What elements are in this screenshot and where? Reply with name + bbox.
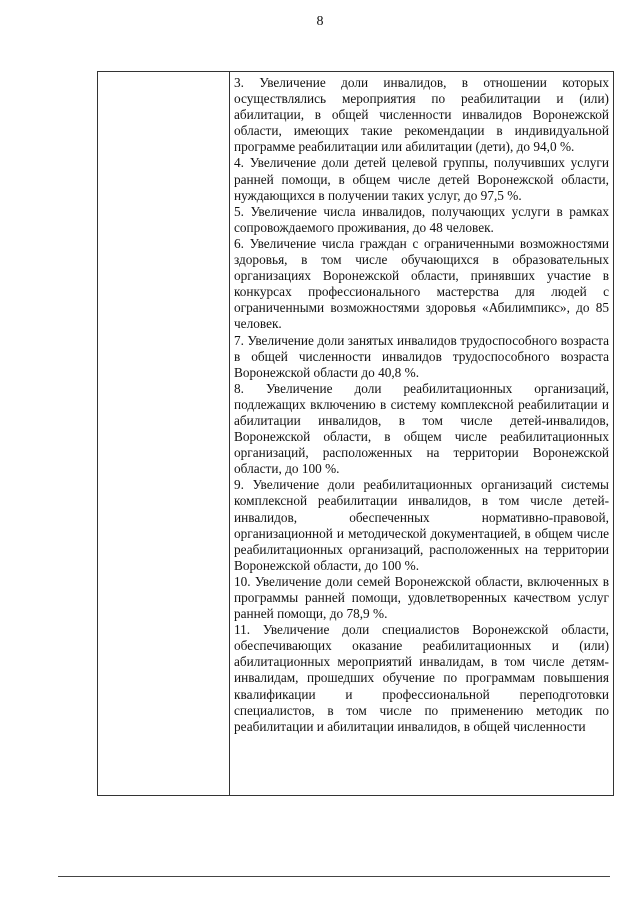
list-item: 3. Увеличение доли инвалидов, в отношении которых осуществлялись мероприятия по реабилитации и (или) абилитации, в общей численности инвалидов Воронежской области, имеющих такие рекомендации в индивидуальной программе реабилитации или абилитации (дети), до 94,0 %. <box>234 75 609 155</box>
page-number: 8 <box>316 14 324 29</box>
list-item: 11. Увеличение доли специалистов Воронежской области, обеспечивающих оказание реабилитационных и (или) абилитационных мероприятий инвалидам, в том числе детям-инвалидам, прошедших обучение по программам повышения квалификации и профессиональной переподготовки специалистов, в том числе по применению методик по реабилитации и абилитации инвалидов, в общей численности <box>234 622 609 734</box>
table-left-column <box>98 72 230 795</box>
list-item: 6. Увеличение числа граждан с ограниченными возможностями здоровья, в том числе обучающихся в образовательных организациях Воронежской области, принявших участие в конкурсах профессионального мастерства для людей с ограниченными возможностями здоровья «Абилимпикс», до 85 человек. <box>234 235 609 332</box>
list-item: 10. Увеличение доли семей Воронежской области, включенных в программы ранней помощи, удовлетворенных качеством услуг ранней помощи, до 78,9 %. <box>234 573 609 622</box>
list-item: 4. Увеличение доли детей целевой группы, получивших услуги ранней помощи, в общем числе детей Воронежской области, нуждающихся в получении таких услуг, до 97,5 %. <box>234 155 609 203</box>
document-table <box>97 71 614 796</box>
list-item: 8. Увеличение доли реабилитационных организаций, подлежащих включению в систему комплексной реабилитации и абилитации инвалидов, в том числе детей-инвалидов, Воронежской области, в общем числе реабилитационных организаций, расположенных на территории Воронежской области, до 100 %. <box>234 380 609 477</box>
table-right-column <box>230 72 613 795</box>
list-item: 9. Увеличение доли реабилитационных организаций системы комплексной реабилитации инвалидов, в том числе детей-инвалидов, обеспеченных нормативно-правовой, организационной и методической документацией, в общем числе реабилитационных организаций, расположенных на территории Воронежской области, до 100 %. <box>234 477 609 573</box>
list-item: 5. Увеличение числа инвалидов, получающих услуги в рамках сопровождаемого проживания, до 48 человек. <box>234 203 609 235</box>
page-divider <box>58 876 610 877</box>
list-item: 7. Увеличение доли занятых инвалидов трудоспособного возраста в общей численности инвалидов трудоспособного возраста Воронежской области до 40,8 %. <box>234 332 609 380</box>
